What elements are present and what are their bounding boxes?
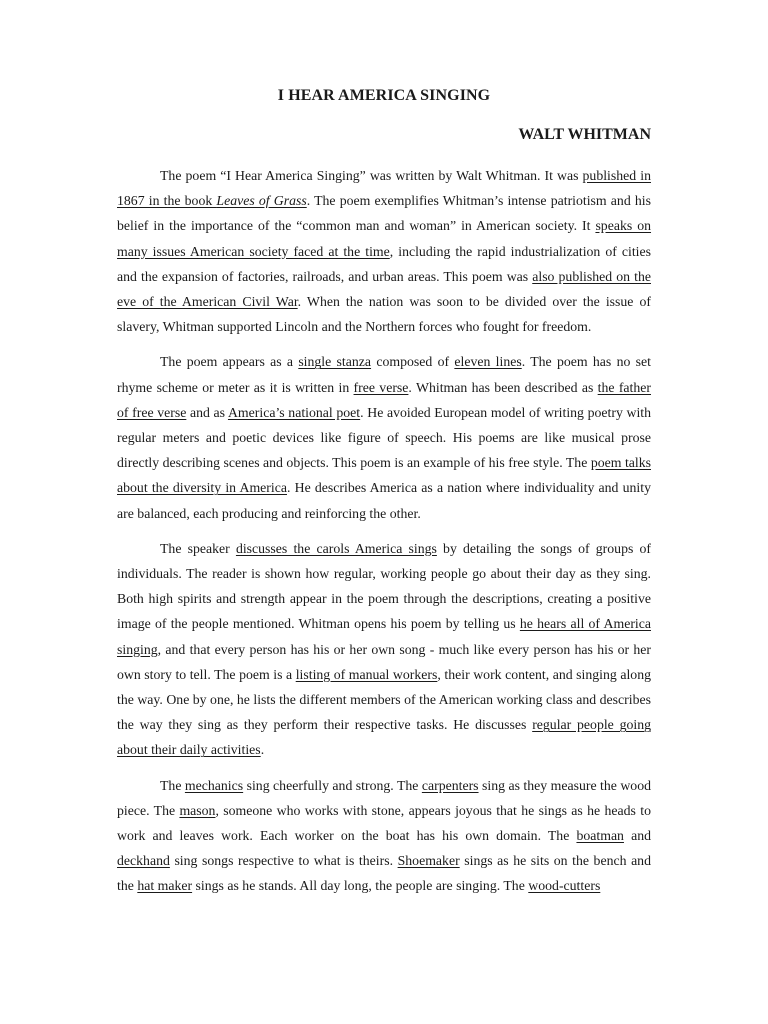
underlined-phrase: Shoemaker: [397, 853, 460, 869]
paragraph: [117, 163, 651, 339]
paragraph: [117, 773, 651, 899]
underlined-phrase: single stanza: [298, 354, 372, 370]
text-run: . When the nation was soon to be divided over the issue of slavery, Whitman supported Lincoln and the Northern forces who fought for freedom.: [117, 294, 651, 335]
text-run: , someone who works with stone, appears joyous that he sings as he heads to work and leaves work. Each worker on the boat has his own domain. The: [117, 802, 651, 844]
underlined-phrase: deckhand: [117, 853, 170, 869]
underlined-phrase: published in 1867 in the book: [117, 168, 651, 209]
underlined-phrase: poem talks about the diversity in America: [117, 455, 651, 496]
underlined-phrase: wood-cutters: [528, 878, 601, 894]
text-run: sings as he sits on the bench and the: [117, 853, 651, 894]
text-run: sing as they measure the wood piece. The: [117, 777, 651, 818]
underlined-phrase: America’s national poet: [227, 404, 361, 420]
text-run: The speaker: [160, 540, 236, 556]
text-run: , their work content, and singing along the way. One by one, he lists the different members of the American working class and describes the way they sing as they perform their respective tasks. He discusses: [117, 666, 652, 733]
underlined-phrase: eleven lines: [454, 354, 522, 370]
underlined-phrase: listing of manual workers: [295, 666, 438, 682]
underlined-phrase: he hears all of America singing: [117, 616, 651, 657]
underlined-phrase: boatman: [576, 828, 624, 844]
underlined-phrase: hat maker: [137, 878, 193, 894]
text-run: . He avoided European model of writing poetry with regular meters and poetic devices like figure of speech. His poems are like musical prose directly describing scenes and objects. This poem is an example of his free style. The: [117, 404, 652, 471]
text-run: . The poem has no set rhyme scheme or meter as it is written in: [117, 354, 651, 395]
text-run: The poem “I Hear America Singing” was written by Walt Whitman. It was: [160, 168, 583, 183]
underlined-phrase: free verse: [353, 379, 409, 395]
underlined-phrase: carpenters: [421, 777, 479, 793]
text-run: , including the rapid industrialization of cities and the expansion of factories, railroads, and urban areas. This poem was: [117, 243, 652, 284]
text-run: .: [260, 742, 265, 758]
paragraph: [117, 349, 651, 525]
text-run: composed of: [371, 354, 455, 370]
text-run: , and that every person has his or her own song - much like every person has his or her own story to tell. The poem is a: [117, 641, 651, 682]
paragraph: [117, 536, 651, 763]
text-run: . Whitman has been described as: [408, 379, 598, 395]
text-run: and: [623, 828, 652, 844]
text-run: sing cheerfully and strong. The: [243, 777, 422, 793]
document-title: I HEAR AMERICA SINGING: [277, 87, 491, 104]
text-run: and as: [186, 404, 228, 420]
text-run: . He describes America as a nation where individuality and unity are balanced, each producing and reinforcing the other.: [117, 480, 651, 521]
document-body: [117, 163, 651, 899]
underlined-phrase: mason: [179, 802, 216, 818]
underlined-phrase: the father of free verse: [117, 379, 651, 420]
text-run: . The poem exemplifies Whitman’s intense patriotism and his belief in the importance of the “common man and woman” in American society. It: [117, 193, 651, 234]
text-run: sing songs respective to what is theirs.: [169, 853, 398, 869]
text-run: by detailing the songs of groups of individuals. The reader is shown how regular, working people go about their day as they sing. Both high spirits and strength appear in the poem through the descriptions, creating a positive image of the people mentioned. Whitman opens his poem by telling us: [117, 540, 651, 632]
text-run: The: [160, 777, 185, 793]
document-author: WALT WHITMAN: [518, 126, 651, 143]
underlined-phrase: regular people going about their daily activities: [117, 717, 651, 758]
underlined-phrase: discusses the carols America sings: [235, 540, 437, 556]
text-run: sings as he stands. All day long, the people are singing. The: [192, 878, 529, 894]
underlined-phrase: speaks on many issues American society faced at the time: [117, 218, 652, 259]
underlined-phrase: Leaves of Grass: [216, 193, 307, 209]
underlined-phrase: also published on the eve of the American Civil War: [117, 268, 651, 310]
text-run: The poem appears as a: [160, 354, 299, 370]
underlined-phrase: mechanics: [184, 777, 244, 793]
